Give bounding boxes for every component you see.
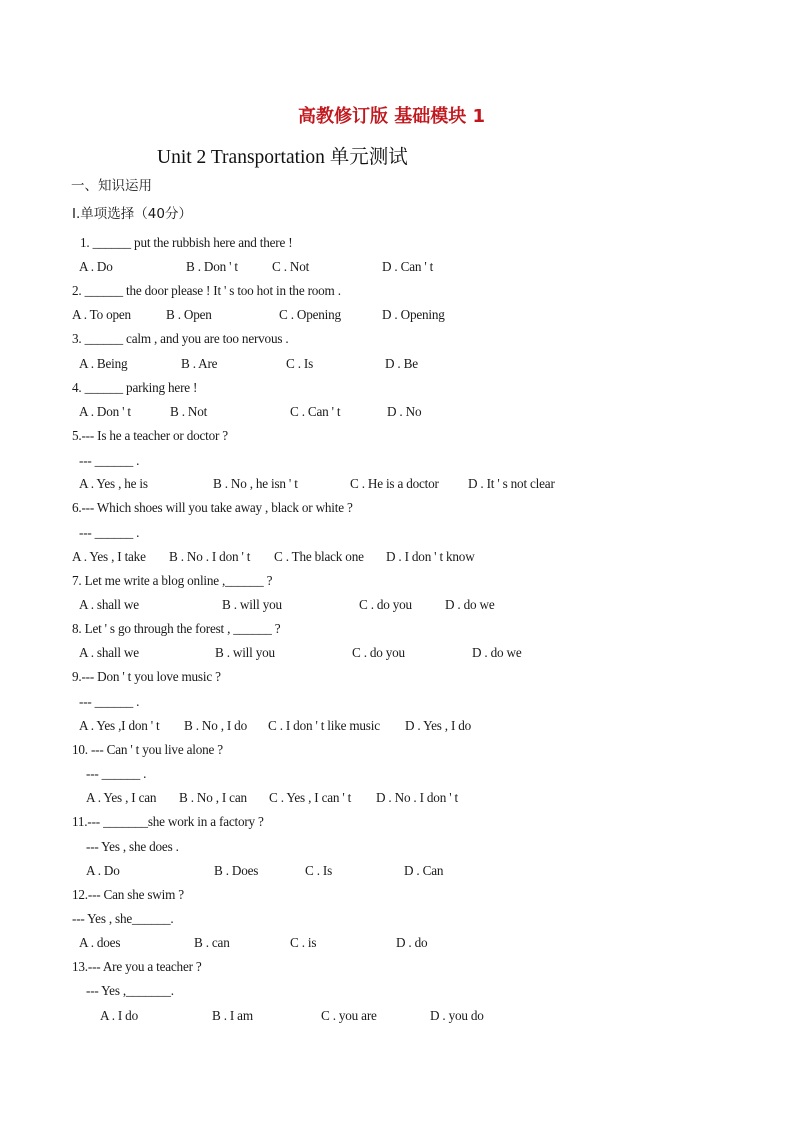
option-d: D . Opening [382,307,445,322]
option-c: C . Is [286,356,314,371]
option-a: A . Don ' t [79,404,131,419]
option-d: D . do we [472,645,522,660]
option-a: A . Yes , I take [72,549,146,564]
option-d: D . I don ' t know [386,549,475,564]
option-c: C . is [290,935,317,950]
question-stem: 12.--- Can she swim ? [72,887,184,902]
option-a: A . Do [79,259,113,274]
question-stem: 7. Let me write a blog online ,______ ? [72,573,273,588]
edition-banner: 高教修订版 基础模块 1 [298,106,486,127]
option-b: B . Open [166,307,212,322]
option-a: A . To open [72,307,131,322]
answer-reply: --- ______ . [79,694,140,709]
question-stem: 9.--- Don ' t you love music ? [72,669,221,684]
option-d: D . It ' s not clear [468,476,555,491]
question-stem: 3. ______ calm , and you are too nervous . [72,331,289,346]
answer-reply: --- Yes ,_______. [86,983,174,998]
answer-reply: --- Yes , she does . [86,839,179,854]
subsection-heading: I.单项选择（40分） [72,206,192,222]
option-d: D . do we [445,597,495,612]
option-a: A . I do [100,1008,138,1023]
option-a: A . Do [86,863,120,878]
option-a: A . does [79,935,121,950]
option-d: D . Can [404,863,444,878]
option-b: B . can [194,935,230,950]
option-d: D . do [396,935,428,950]
question-stem: 10. --- Can ' t you live alone ? [72,742,223,757]
option-d: D . you do [430,1008,484,1023]
option-b: B . Not [170,404,208,419]
option-c: C . Can ' t [290,404,341,419]
option-c: C . do you [352,645,405,660]
question-stem: 11.--- _______she work in a factory ? [72,814,264,829]
option-d: D . No [387,404,422,419]
option-c: C . Is [305,863,333,878]
option-d: D . No . I don ' t [376,790,458,805]
option-b: B . No , I do [184,718,247,733]
question-stem: 5.--- Is he a teacher or doctor ? [72,428,228,443]
option-c: C . He is a doctor [350,476,439,491]
option-d: D . Be [385,356,418,371]
question-stem: 6.--- Which shoes will you take away , black or white ? [72,500,353,515]
option-b: B . Don ' t [186,259,238,274]
option-b: B . Are [181,356,218,371]
option-a: A . Being [79,356,128,371]
option-a: A . Yes , he is [79,476,148,491]
option-c: C . Opening [279,307,341,322]
question-stem: 4. ______ parking here ! [72,380,198,395]
option-b: B . No , I can [179,790,247,805]
option-b: B . No , he isn ' t [213,476,298,491]
option-c: C . The black one [274,549,364,564]
option-a: A . shall we [79,597,139,612]
answer-reply: --- ______ . [79,525,140,540]
option-a: A . shall we [79,645,139,660]
option-b: B . Does [214,863,259,878]
option-c: C . do you [359,597,412,612]
section-heading: 一、知识运用 [71,178,152,194]
option-b: B . I am [212,1008,253,1023]
option-b: B . will you [215,645,275,660]
option-b: B . No . I don ' t [169,549,251,564]
option-c: C . Not [272,259,310,274]
answer-reply: --- ______ . [86,766,147,781]
option-c: C . I don ' t like music [268,718,380,733]
option-d: D . Can ' t [382,259,434,274]
answer-reply: --- Yes , she______. [72,911,174,926]
option-c: C . Yes , I can ' t [269,790,352,805]
option-a: A . Yes , I can [86,790,157,805]
question-stem: 2. ______ the door please ! It ' s too hot in the room . [72,283,341,298]
option-c: C . you are [321,1008,377,1023]
question-stem: 8. Let ' s go through the forest , ______ ? [72,621,281,636]
page-title: Unit 2 Transportation 单元测试 [157,147,408,168]
answer-reply: --- ______ . [79,453,140,468]
option-a: A . Yes ,I don ' t [79,718,160,733]
option-b: B . will you [222,597,282,612]
question-stem: 13.--- Are you a teacher ? [72,959,202,974]
question-stem: 1. ______ put the rubbish here and there ! [80,235,293,250]
option-d: D . Yes , I do [405,718,472,733]
